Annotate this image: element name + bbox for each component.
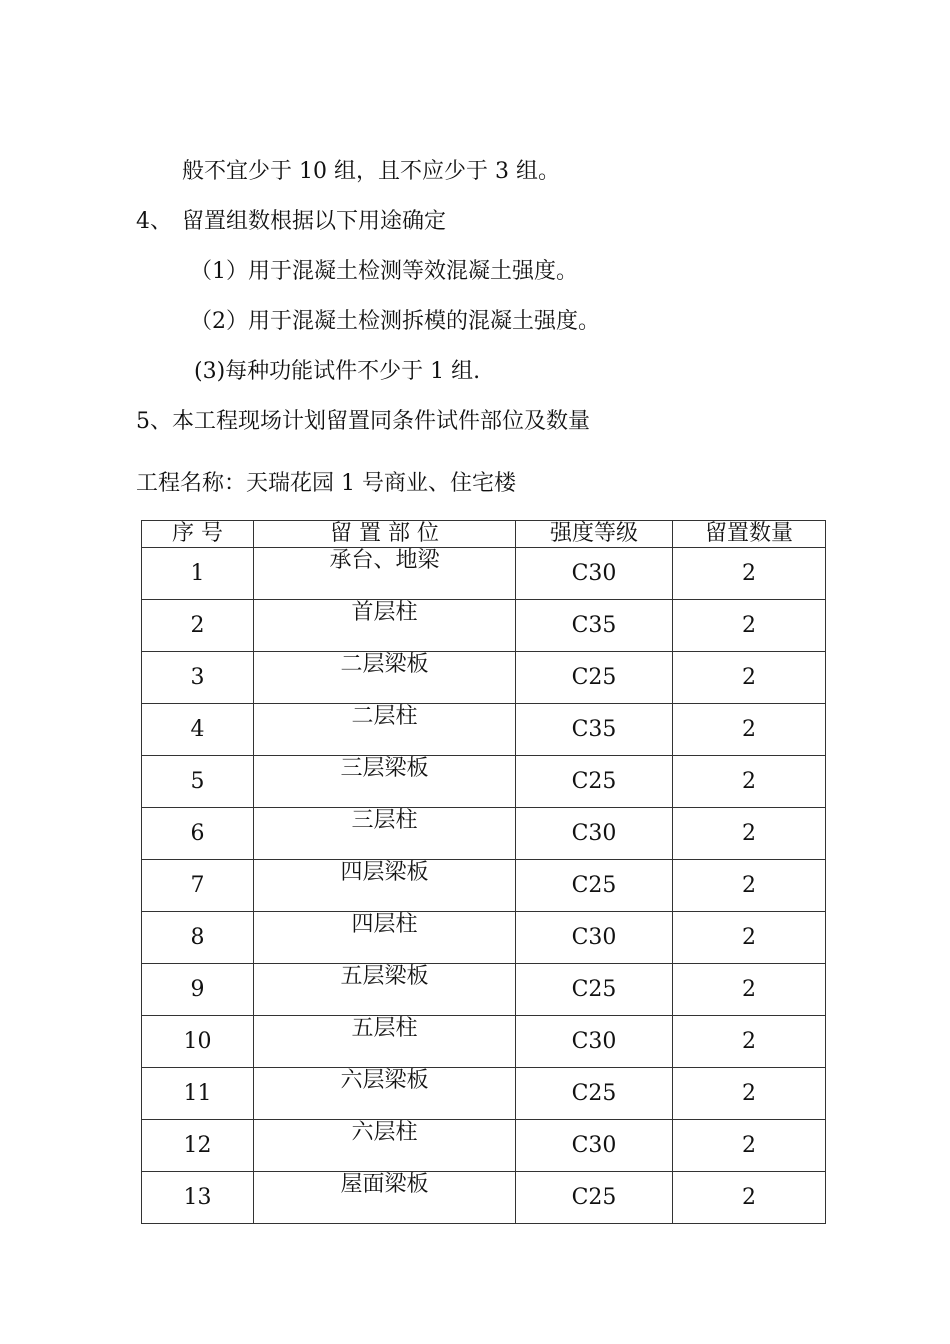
table-row <box>142 964 826 1016</box>
cell-grade: C30 <box>516 548 673 600</box>
item-4 <box>136 207 446 237</box>
cell-quantity: 2 <box>673 1016 826 1068</box>
cell-index: 9 <box>142 964 254 1016</box>
cell-location: 六层柱 <box>254 1120 516 1172</box>
specimen-table <box>141 520 826 1224</box>
cell-index: 2 <box>142 600 254 652</box>
cell-grade: C25 <box>516 860 673 912</box>
cell-index: 3 <box>142 652 254 704</box>
table-row <box>142 756 826 808</box>
cell-grade: C35 <box>516 600 673 652</box>
header-index: 序 号 <box>142 521 254 548</box>
cell-grade: C25 <box>516 1068 673 1120</box>
cell-quantity: 2 <box>673 964 826 1016</box>
cell-quantity: 2 <box>673 548 826 600</box>
header-location: 留 置 部 位 <box>254 521 516 548</box>
sub-item-2: （2）用于混凝土检测拆模的混凝土强度。 <box>190 309 600 334</box>
cell-index: 10 <box>142 1016 254 1068</box>
table-row <box>142 1016 826 1068</box>
table-row <box>142 860 826 912</box>
table-row <box>142 1172 826 1224</box>
table-header-row <box>142 521 826 548</box>
project-name: 工程名称：天瑞花园 1 号商业、住宅楼 <box>136 471 516 496</box>
cell-index: 5 <box>142 756 254 808</box>
cell-quantity: 2 <box>673 1068 826 1120</box>
cell-index: 4 <box>142 704 254 756</box>
sub-item-1: （1）用于混凝土检测等效混凝土强度。 <box>190 259 578 284</box>
header-quantity: 留置数量 <box>673 521 826 548</box>
cell-quantity: 2 <box>673 652 826 704</box>
cell-location: 三层梁板 <box>254 756 516 808</box>
cell-location: 二层梁板 <box>254 652 516 704</box>
cell-location: 五层梁板 <box>254 964 516 1016</box>
cell-location: 四层柱 <box>254 912 516 964</box>
cell-grade: C25 <box>516 652 673 704</box>
header-grade: 强度等级 <box>516 521 673 548</box>
item-4-text: 留置组数根据以下用途确定 <box>182 209 447 234</box>
cell-grade: C35 <box>516 704 673 756</box>
cell-location: 四层梁板 <box>254 860 516 912</box>
table-row <box>142 912 826 964</box>
table-row <box>142 1120 826 1172</box>
table-row <box>142 652 826 704</box>
cell-location: 屋面梁板 <box>254 1172 516 1224</box>
cell-quantity: 2 <box>673 756 826 808</box>
table-row <box>142 600 826 652</box>
table-row <box>142 548 826 600</box>
cell-grade: C30 <box>516 808 673 860</box>
table-row <box>142 808 826 860</box>
cell-quantity: 2 <box>673 1172 826 1224</box>
cell-location: 二层柱 <box>254 704 516 756</box>
cell-location: 五层柱 <box>254 1016 516 1068</box>
cell-location: 三层柱 <box>254 808 516 860</box>
cell-index: 11 <box>142 1068 254 1120</box>
cell-index: 8 <box>142 912 254 964</box>
cell-location: 首层柱 <box>254 600 516 652</box>
cell-quantity: 2 <box>673 860 826 912</box>
item-4-number: 4、 <box>136 209 172 234</box>
cell-grade: C25 <box>516 964 673 1016</box>
cell-quantity: 2 <box>673 704 826 756</box>
cell-quantity: 2 <box>673 808 826 860</box>
sub-item-3: (3)每种功能试件不少于 1 组. <box>194 359 481 384</box>
table-row <box>142 1068 826 1120</box>
cell-index: 12 <box>142 1120 254 1172</box>
paragraph-continuation: 般不宜少于 10 组，且不应少于 3 组。 <box>182 159 560 184</box>
cell-grade: C30 <box>516 912 673 964</box>
cell-quantity: 2 <box>673 1120 826 1172</box>
cell-grade: C30 <box>516 1016 673 1068</box>
cell-location: 承台、地梁 <box>254 548 516 600</box>
cell-grade: C25 <box>516 1172 673 1224</box>
cell-index: 7 <box>142 860 254 912</box>
item-5: 5、本工程现场计划留置同条件试件部位及数量 <box>136 409 590 434</box>
table-row <box>142 704 826 756</box>
cell-location: 六层梁板 <box>254 1068 516 1120</box>
cell-index: 13 <box>142 1172 254 1224</box>
cell-index: 1 <box>142 548 254 600</box>
cell-quantity: 2 <box>673 912 826 964</box>
cell-grade: C25 <box>516 756 673 808</box>
cell-index: 6 <box>142 808 254 860</box>
cell-grade: C30 <box>516 1120 673 1172</box>
cell-quantity: 2 <box>673 600 826 652</box>
